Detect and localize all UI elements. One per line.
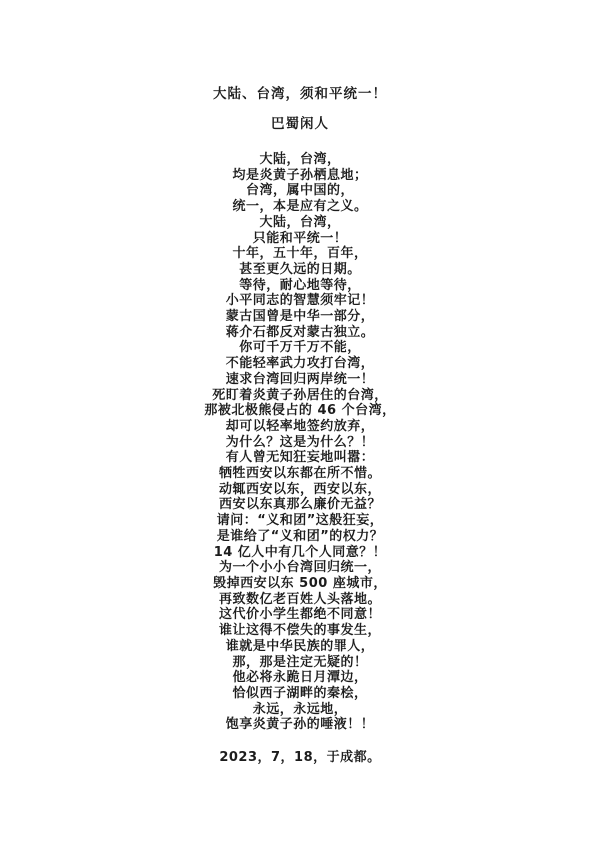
poem-line: 你可千万千万不能，	[239, 340, 361, 356]
poem-date-line: 2023，7，18，于成都。	[219, 750, 381, 766]
poem-line: 谁让这得不偿失的事发生，	[218, 623, 381, 639]
poem-line: 大陆，台湾，	[259, 214, 341, 230]
poem-line: 为一个小小台湾回归统一，	[218, 560, 381, 576]
poem-line: 这代价小学生都绝不同意！	[218, 607, 381, 623]
poem-line: 有人曾无知狂妄地叫嚣：	[225, 450, 375, 466]
poem-line: 只能和平统一！	[252, 230, 348, 246]
poem-line: 统一，本是应有之义。	[232, 199, 368, 215]
poem-line: 饱享炎黄子孙的唾液！！	[225, 717, 375, 733]
poem-line: 牺牲西安以东都在所不惜。	[218, 466, 381, 482]
poem-line: 动辄西安以东，西安以东，	[218, 481, 381, 497]
poem-line: 死盯着炎黄子孙居住的台湾，	[212, 387, 388, 403]
poem-line: 小平同志的智慧须牢记！	[225, 293, 375, 309]
poem-line: 为什么？这是为什么？！	[225, 434, 375, 450]
poem-line: 那被北极熊侵占的 46 个台湾，	[204, 403, 396, 419]
poem-line: 他必将永跪日月潭边，	[232, 670, 368, 686]
poem-line: 不能轻率武力攻打台湾，	[225, 356, 375, 372]
poem-line: 台湾，属中国的，	[245, 183, 354, 199]
poem-line: 甚至更久远的日期。	[239, 261, 361, 277]
poem-line: 毁掉西安以东 500 座城市，	[213, 575, 387, 591]
poem-line: 等待，耐心地等待，	[239, 277, 361, 293]
poem-line: 均是炎黄子孙栖息地；	[232, 167, 368, 183]
poem-line: 大陆，台湾，	[259, 152, 341, 167]
poem-line: 14 亿人中有几个人同意？！	[213, 544, 387, 560]
poem-line: 蒙古国曾是中华一部分，	[225, 309, 375, 325]
poem-line: 蒋介石都反对蒙古独立。	[225, 324, 375, 340]
poem-line: 十年，五十年，百年，	[232, 246, 368, 262]
poem-line: 永远，永远地，	[252, 701, 348, 717]
poem-line: 是谁给了“义和团”的权力？	[216, 528, 384, 544]
poem-line: 请问：“义和团”这般狂妄，	[216, 513, 384, 529]
poem-line: 西安以东真那么廉价无益？	[218, 497, 381, 513]
poem-author: 巴蜀闲人	[271, 116, 329, 132]
poem-line: 恰似西子湖畔的秦桧，	[232, 685, 368, 701]
poem-body	[0, 152, 600, 733]
poem-line: 速求台湾回归两岸统一！	[225, 371, 375, 387]
poem-line: 谁就是中华民族的罪人，	[225, 638, 375, 654]
poem-title: 大陆、台湾，须和平统一！	[213, 86, 387, 102]
poem-line: 再致数亿老百姓人头落地。	[218, 591, 381, 607]
poem-line: 却可以轻率地签约放弃，	[225, 418, 375, 434]
poem-line: 那，那是注定无疑的！	[232, 654, 368, 670]
